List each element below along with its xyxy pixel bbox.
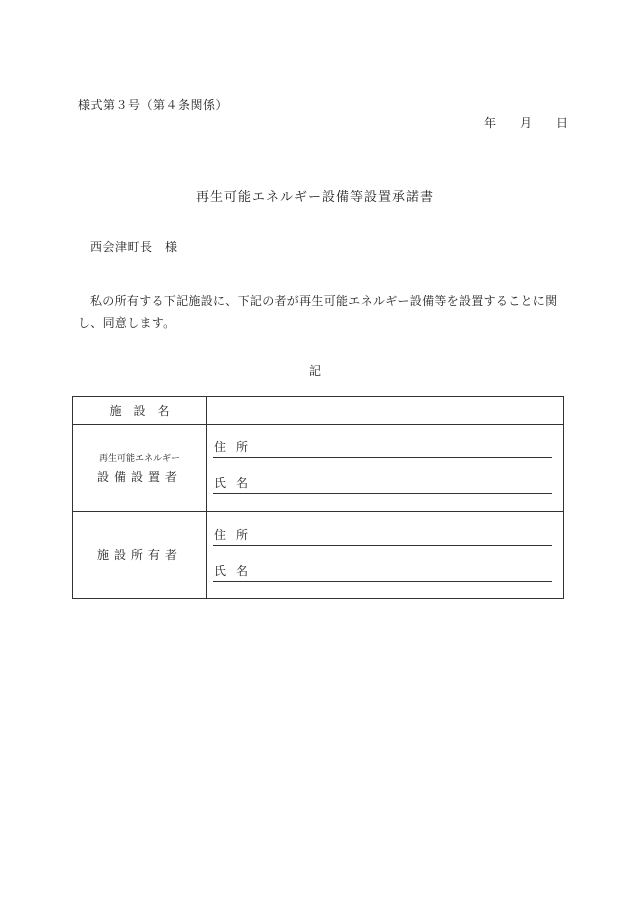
installer-name-field[interactable] [213,475,552,494]
date-day-label: 日 [556,116,569,130]
date-year-label: 年 [484,116,497,130]
installer-label: 設備設置者 [96,469,182,484]
date-month-label: 月 [520,116,533,130]
date-line [484,114,568,131]
addressee: 西会津町長 様 [90,240,178,254]
facility-name-label-cell [73,397,207,424]
ki-heading: 記 [308,364,321,378]
owner-address-field[interactable] [213,527,552,546]
owner-label-cell [73,511,207,598]
installer-label-cell [73,424,207,511]
installer-address-field[interactable] [213,439,552,458]
installer-label-small: 再生可能エネルギー [98,453,180,464]
consent-statement: 私の所有する下記施設に、下記の者が再生可能エネルギー設備等を設置することに関し、同意します。 [78,294,558,330]
owner-name-label: 氏名 [214,564,259,578]
installer-name-label: 氏名 [214,476,259,490]
installer-address-label: 住所 [214,440,259,454]
owner-label: 施設所有者 [96,548,182,562]
consent-form-table [72,396,564,599]
facility-name-label: 施 設 名 [109,404,170,418]
owner-name-field[interactable] [213,563,552,582]
form-number: 様式第３号（第４条関係） [78,98,229,112]
owner-address-label: 住所 [214,528,259,542]
document-title: 再生可能エネルギー設備等設置承諾書 [195,190,434,205]
